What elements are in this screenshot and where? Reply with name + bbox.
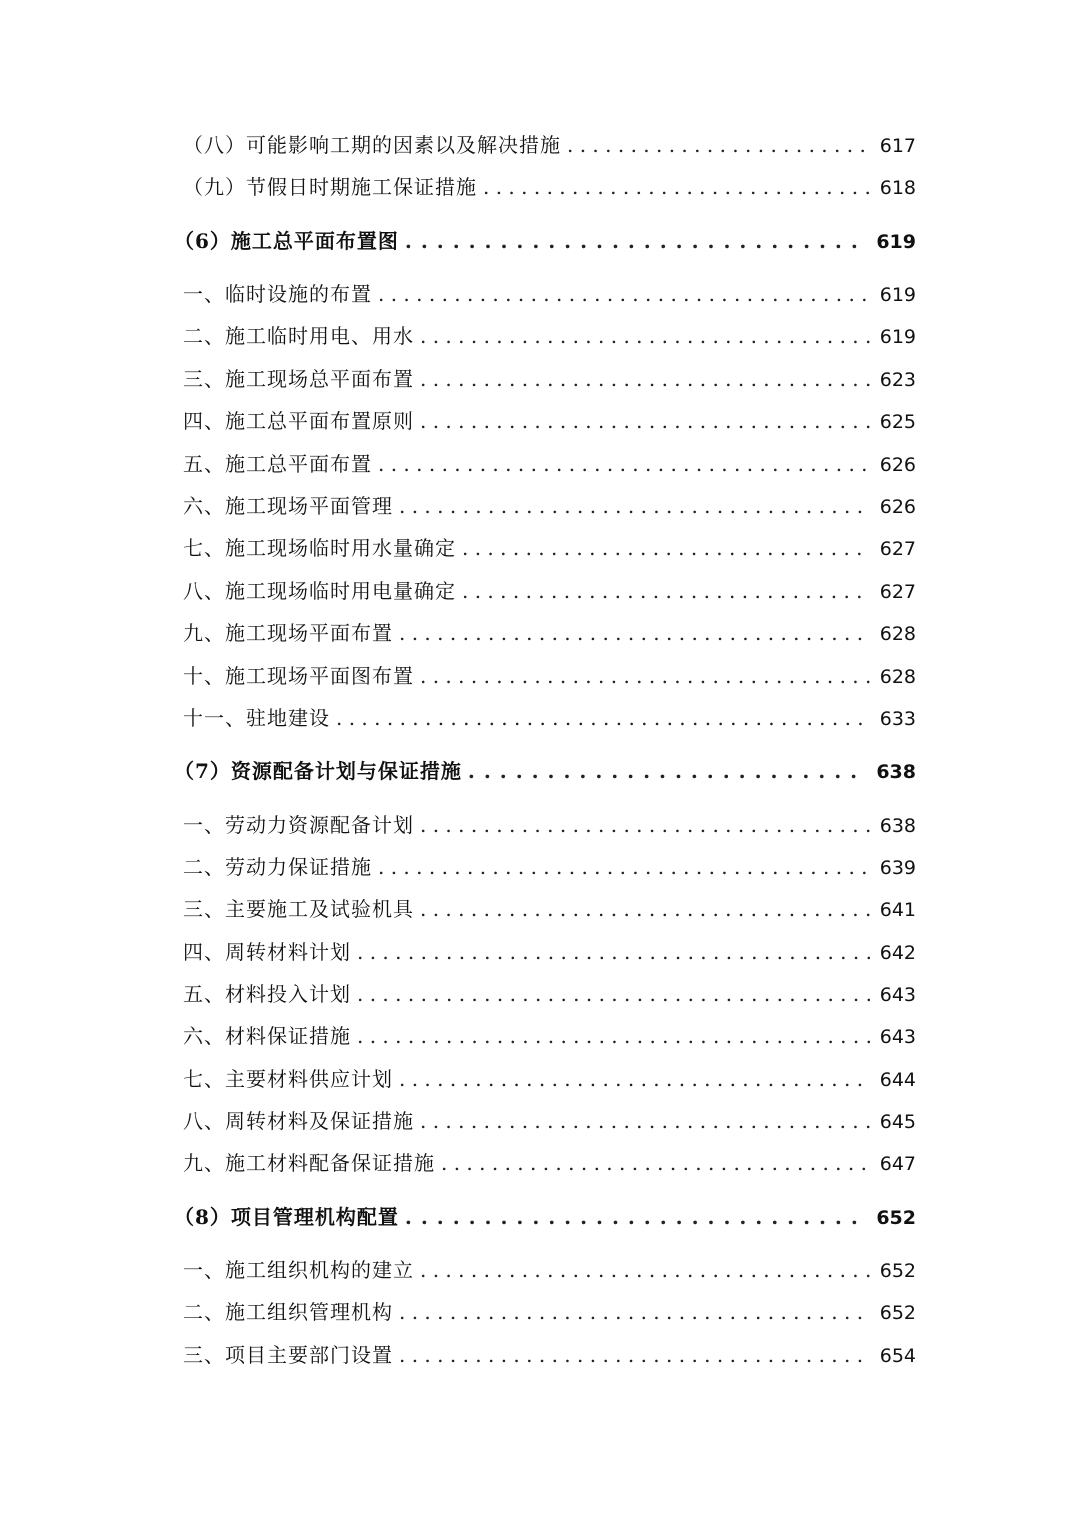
toc-entry[interactable] [183,1298,916,1327]
toc-entry[interactable] [183,1022,916,1051]
dot-leader [420,407,870,435]
toc-entry-title: 一、劳动力资源配备计划 [183,813,414,837]
toc-entry-title: （八）可能影响工期的因素以及解决措施 [183,133,561,157]
dot-leader [420,811,870,839]
dot-leader [405,227,866,255]
dot-leader [357,938,870,966]
dot-leader [420,662,870,690]
toc-entry[interactable] [183,280,916,309]
dot-leader [399,1341,870,1369]
dot-leader [462,534,870,562]
dot-leader [399,1298,870,1326]
dot-leader [399,1065,870,1093]
toc-entry[interactable] [183,365,916,394]
dot-leader [378,450,870,478]
toc-entry-title: 三、施工现场总平面布置 [183,367,414,391]
dot-leader [378,280,870,308]
toc-entry[interactable] [183,492,916,521]
toc-entry-title: 七、施工现场临时用水量确定 [183,536,456,560]
toc-entry-title: 四、施工总平面布置原则 [183,409,414,433]
toc-entry[interactable] [183,1065,916,1094]
toc-entry-page: 627 [879,581,916,603]
dot-leader [420,322,870,350]
toc-entry-title: 三、主要施工及试验机具 [183,897,414,921]
toc-entry[interactable] [183,173,916,202]
dot-leader [357,1022,870,1050]
toc-entry[interactable] [183,450,916,479]
dot-leader [420,1256,870,1284]
toc-entry-page: 618 [879,177,916,199]
dot-leader [420,365,870,393]
toc-entry-page: 638 [879,815,916,837]
toc-entry[interactable] [183,619,916,648]
toc-entry[interactable] [183,407,916,436]
toc-entry-title: 一、临时设施的布置 [183,282,372,306]
toc-entry[interactable] [183,980,916,1009]
toc-section-page: 619 [876,231,916,253]
toc-entry-page: 641 [879,899,916,921]
toc-entry[interactable] [183,534,916,563]
toc-section-page: 638 [876,761,916,783]
dot-leader [399,619,870,647]
toc-entry-page: 625 [879,411,916,433]
toc-entry-page: 623 [879,369,916,391]
dot-leader [405,1203,866,1231]
toc-entry[interactable] [183,1256,916,1285]
toc-entry-title: 九、施工材料配备保证措施 [183,1151,435,1175]
toc-entry-title: 一、施工组织机构的建立 [183,1258,414,1282]
toc-entry[interactable] [183,853,916,882]
dot-leader [420,1107,870,1135]
dot-leader [399,492,870,520]
toc-entry-title: 十、施工现场平面图布置 [183,664,414,688]
toc-entry[interactable] [183,1107,916,1136]
toc-entry-title: （九）节假日时期施工保证措施 [183,175,477,199]
toc-entry-title: 七、主要材料供应计划 [183,1067,393,1091]
toc-entry-page: 627 [879,538,916,560]
toc-entry-title: 八、施工现场临时用电量确定 [183,579,456,603]
toc-entry-page: 654 [879,1345,916,1367]
dot-leader [357,980,870,1008]
toc-section[interactable] [174,227,916,256]
toc-entry-page: 643 [879,984,916,1006]
toc-entry-title: 十一、驻地建设 [183,706,330,730]
toc-entry-title: 二、施工临时用电、用水 [183,324,414,348]
toc-entry[interactable] [183,938,916,967]
dot-leader [336,704,870,732]
toc-entry-title: 五、施工总平面布置 [183,452,372,476]
toc-section[interactable] [174,1203,916,1232]
toc-entry[interactable] [183,1341,916,1370]
toc-entry-title: 二、施工组织管理机构 [183,1300,393,1324]
toc-entry[interactable] [183,811,916,840]
toc-entry-title: 九、施工现场平面布置 [183,621,393,645]
toc-section-title: （6）施工总平面布置图 [174,229,399,253]
toc-entry[interactable] [183,704,916,733]
toc-entry[interactable] [183,895,916,924]
toc-entry-page: 639 [879,857,916,879]
toc-entry-title: 四、周转材料计划 [183,940,351,964]
toc-entry-page: 647 [879,1153,916,1175]
toc-entry-title: 二、劳动力保证措施 [183,855,372,879]
toc-entry[interactable] [183,322,916,351]
toc-entry-page: 617 [879,135,916,157]
toc-entry[interactable] [183,1149,916,1178]
toc-section-title: （8）项目管理机构配置 [174,1205,399,1229]
toc-entry-page: 643 [879,1026,916,1048]
toc-entry-page: 642 [879,942,916,964]
toc-entry-page: 626 [879,496,916,518]
toc-entry-page: 633 [879,708,916,730]
dot-leader [420,895,870,923]
toc-entry-page: 619 [879,284,916,306]
toc-entry[interactable] [183,577,916,606]
toc-entry-title: 八、周转材料及保证措施 [183,1109,414,1133]
toc-entry[interactable] [183,131,916,160]
toc-section-page: 652 [876,1207,916,1229]
toc-entry-page: 628 [879,666,916,688]
toc-entry[interactable] [183,662,916,691]
toc-entry-title: 六、施工现场平面管理 [183,494,393,518]
toc-section-title: （7）资源配备计划与保证措施 [174,759,462,783]
toc-entry-page: 644 [879,1069,916,1091]
dot-leader [441,1149,870,1177]
dot-leader [378,853,870,881]
toc-entry-page: 628 [879,623,916,645]
toc-entry-title: 三、项目主要部门设置 [183,1343,393,1367]
toc-entry-page: 626 [879,454,916,476]
dot-leader [462,577,870,605]
toc-entry-page: 619 [879,326,916,348]
toc-entry-page: 652 [879,1302,916,1324]
toc-entry-title: 五、材料投入计划 [183,982,351,1006]
dot-leader [468,757,866,785]
toc-entry-title: 六、材料保证措施 [183,1024,351,1048]
toc-section[interactable] [174,757,916,786]
dot-leader [483,173,870,201]
toc-entry-page: 645 [879,1111,916,1133]
toc-entry-page: 652 [879,1260,916,1282]
dot-leader [567,131,870,159]
